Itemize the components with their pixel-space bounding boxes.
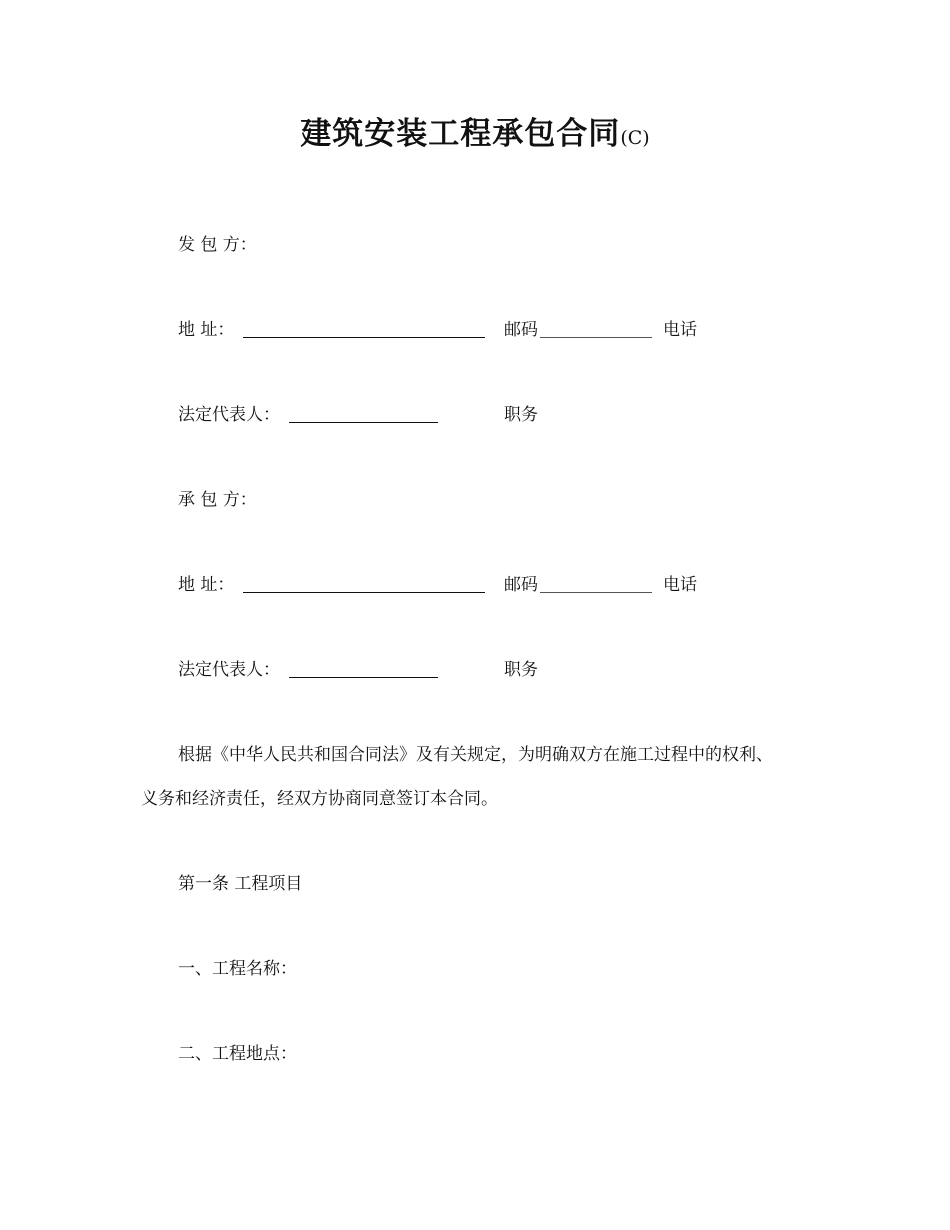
contractor-phone-label: 电话: [663, 575, 697, 595]
employer-postcode-label: 邮码: [504, 320, 538, 340]
title-suffix: (C): [620, 127, 650, 149]
employer-phone-label: 电话: [663, 320, 697, 340]
contractor-postcode-blank[interactable]: [540, 592, 652, 593]
document-title: [0, 112, 950, 160]
employer-position-label: 职务: [504, 405, 538, 425]
contractor-address-blank[interactable]: [243, 592, 485, 593]
contractor-legal-rep-label: 法定代表人：: [178, 660, 280, 680]
article-1-item-2: 二、工程地点：: [178, 1044, 297, 1064]
preamble-line-2: 义务和经济责任，经双方协商同意签订本合同。: [141, 789, 498, 809]
employer-postcode-blank[interactable]: [540, 337, 652, 338]
contractor-address-label: 地 址：: [178, 575, 235, 595]
article-1-heading: 第一条 工程项目: [178, 874, 303, 894]
contractor-postcode-label: 邮码: [504, 575, 538, 595]
contractor-legal-rep-blank[interactable]: [289, 677, 438, 678]
employer-address-label: 地 址：: [178, 320, 235, 340]
employer-legal-rep-blank[interactable]: [289, 422, 438, 423]
contractor-label: 承 包 方：: [178, 490, 257, 510]
employer-label: 发 包 方：: [178, 235, 257, 255]
title-text: 建筑安装工程承包合同: [300, 116, 621, 152]
contractor-position-label: 职务: [504, 660, 538, 680]
preamble-line-1: 根据《中华人民共和国合同法》及有关规定，为明确双方在施工过程中的权利、: [178, 745, 773, 765]
article-1-item-1: 一、工程名称：: [178, 959, 297, 979]
employer-address-blank[interactable]: [243, 337, 485, 338]
employer-legal-rep-label: 法定代表人：: [178, 405, 280, 425]
